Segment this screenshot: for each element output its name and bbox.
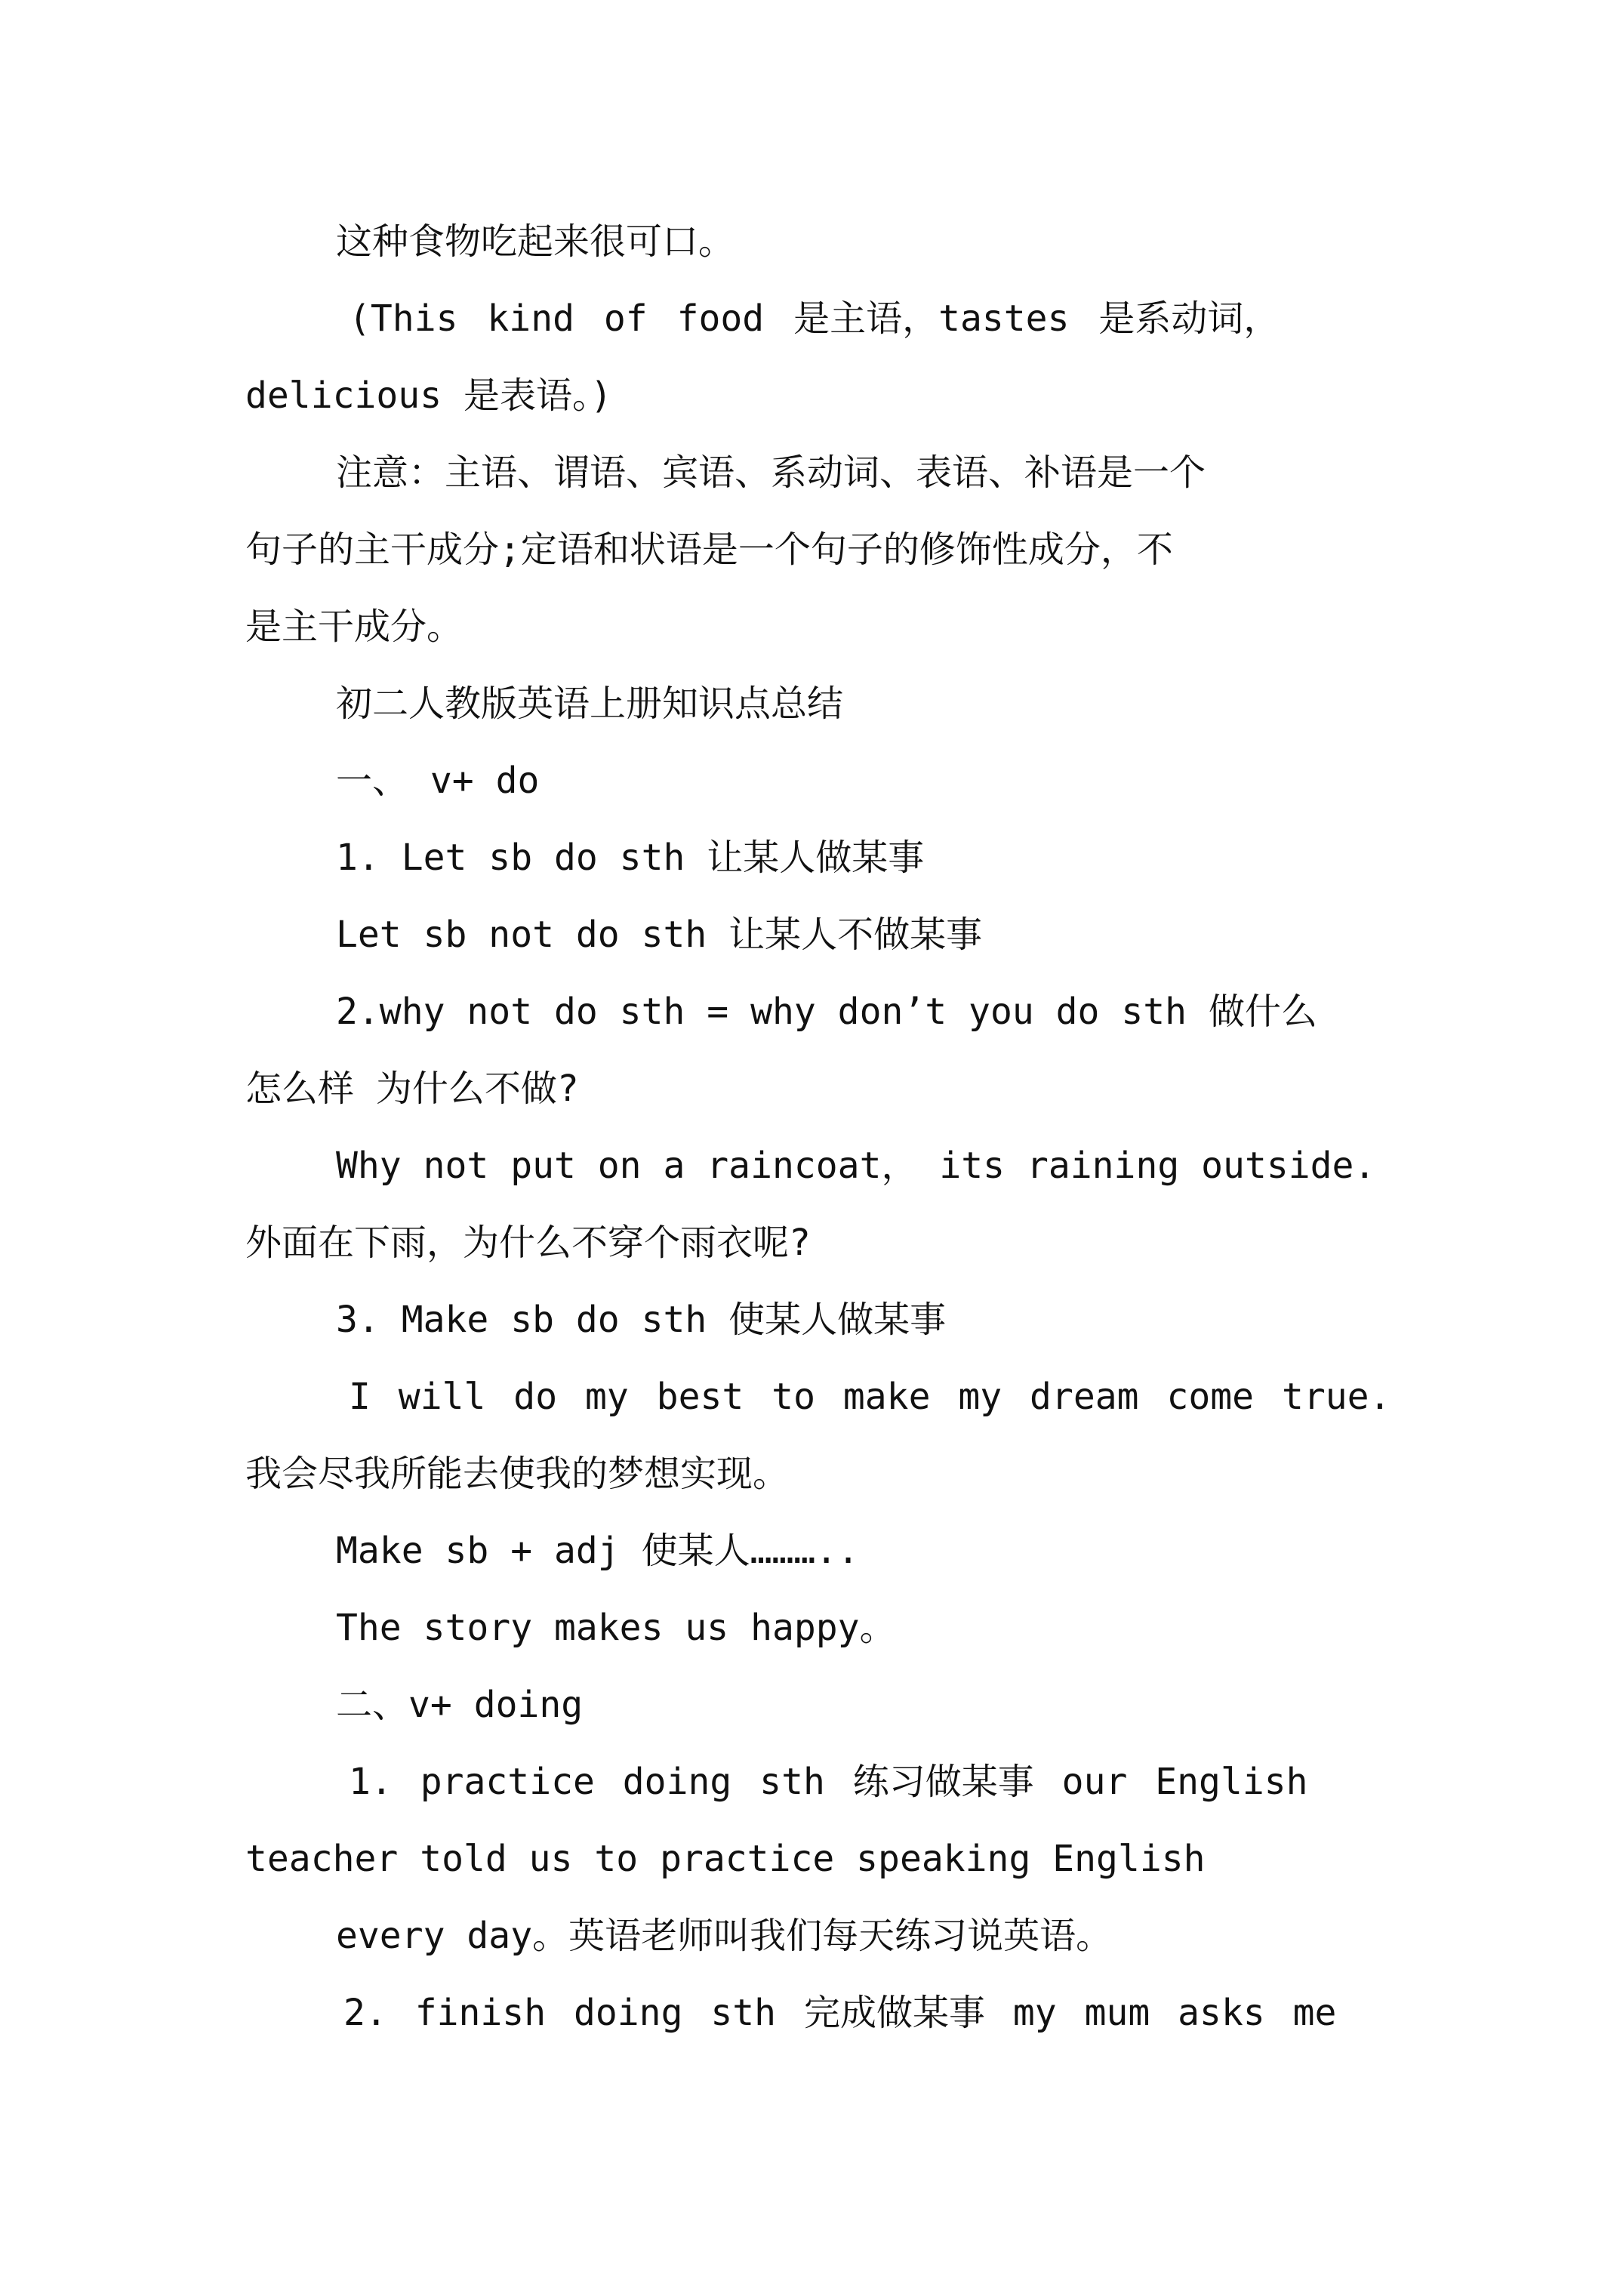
text-line: every day。英语老师叫我们每天练习说英语。 — [336, 1915, 1113, 1957]
text-line: I will do my best to make my dream come true. — [349, 1376, 1391, 1418]
text-line: The story makes us happy。 — [336, 1607, 896, 1649]
text-line: 3. Make sb do sth 使某人做某事 — [336, 1299, 947, 1341]
text-line: 注意：主语、谓语、宾语、系动词、表语、补语是一个 — [336, 451, 1206, 494]
text-line: 2.why not do sth = why don’t you do sth 做什么 — [336, 991, 1317, 1033]
text-line: delicious 是表语。) — [245, 374, 612, 417]
text-line: Make sb + adj 使某人……….. — [336, 1530, 860, 1572]
text-line: Let sb not do sth 让某人不做某事 — [336, 914, 983, 956]
text-line: 1. Let sb do sth 让某人做某事 — [336, 837, 925, 879]
section-heading: 二、v+ doing — [336, 1684, 584, 1726]
text-line: 是主干成分。 — [245, 606, 463, 648]
text-line: 怎么样 为什么不做? — [245, 1068, 579, 1110]
text-line: 1. practice doing sth 练习做某事 our English — [349, 1761, 1308, 1803]
text-line: 外面在下雨，为什么不穿个雨衣呢? — [245, 1222, 811, 1264]
text-line: 这种食物吃起来很可口。 — [336, 220, 735, 263]
section-heading: 初二人教版英语上册知识点总结 — [336, 683, 844, 725]
text-line: 2. finish doing sth 完成做某事 my mum asks me — [343, 1992, 1337, 2034]
text-line: 我会尽我所能去使我的梦想实现。 — [245, 1453, 790, 1495]
text-line: 句子的主干成分;定语和状语是一个句子的修饰性成分，不 — [245, 529, 1173, 571]
text-line: Why not put on a raincoat， its raining outside. — [336, 1145, 1376, 1187]
text-line: teacher told us to practice speaking English — [245, 1838, 1206, 1880]
section-heading: 一、 v+ do — [336, 760, 540, 802]
text-line: (This kind of food 是主语，tastes 是系动词， — [349, 297, 1280, 340]
